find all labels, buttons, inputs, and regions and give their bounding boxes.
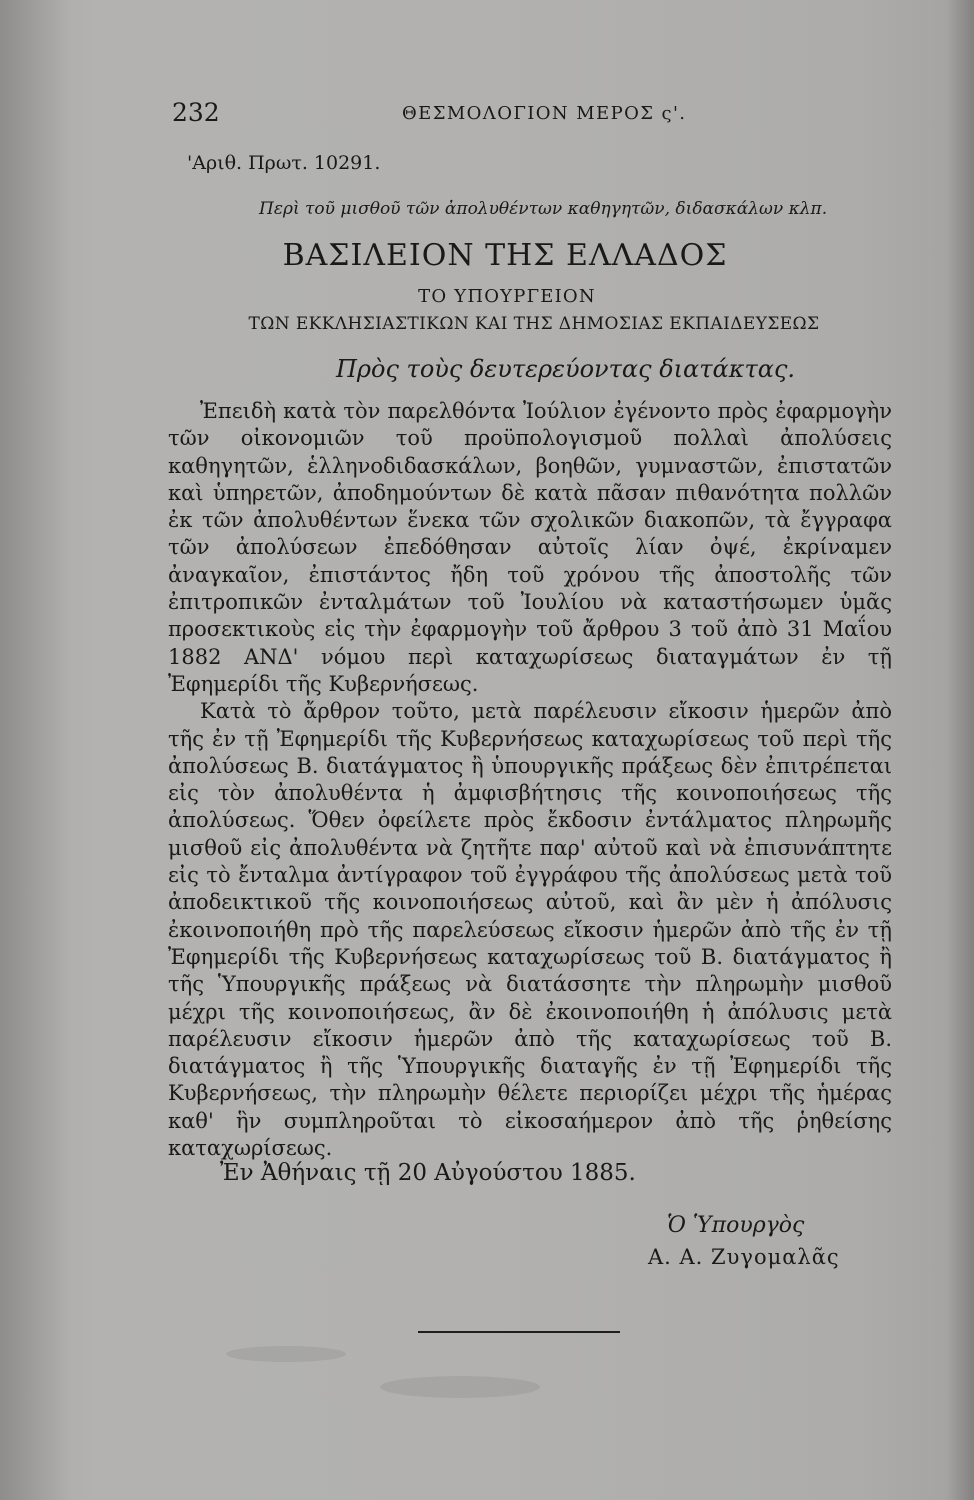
addressee-line: Πρὸς τοὺς δευτερεύοντας διατάκτας. — [336, 355, 796, 383]
paper-stain — [226, 1346, 346, 1362]
paragraph: Ἐπειδὴ κατὰ τὸν παρελθόντα Ἰούλιον ἐγένοντο πρὸς ἐφαρμογὴν τῶν οἰκονομιῶν τοῦ προϋπολογισμοῦ πολλαὶ ἀπολύσεις καθηγητῶν, ἑλληνοδιδασκάλων, βοηθῶν, γυμναστῶν, ἐπιστατῶν καὶ ὑπηρετῶν, ἀποδημούντων δὲ κατὰ πᾶσαν πιθανότητα πολλῶν ἐκ τῶν ἀπολυθέντων ἕνεκα τῶν σχολικῶν διακοπῶν, τὰ ἔγγραφα τῶν ἀπολύσεων ἐπεδόθησαν αὐτοῖς λίαν ὀψέ, ἐκρίναμεν ἀναγκαῖον, ἐπιστάντος ἤδη τοῦ χρόνου τῆς ἀποστολῆς τῶν ἐπιτροπικῶν ἐνταλμάτων τοῦ Ἰουλίου νὰ καταστήσωμεν ὑμᾶς προσεκτικοὺς εἰς τὴν ἐφαρμογὴν τοῦ ἄρθρου 3 τοῦ ἀπὸ 31 Μαΐου 1882 ΑΝΔ' νόμου περὶ καταχωρίσεως διαταγμάτων ἐν τῇ Ἐφημερίδι τῆς Κυβερνήσεως. — [168, 399, 892, 696]
ministry-heading-line2: ΤΩΝ ΕΚΚΛΗΣΙΑΣΤΙΚΩΝ ΚΑΙ ΤΗΣ ΔΗΜΟΣΙΑΣ ΕΚΠΑΙΔΕΥΣΕΩΣ — [248, 314, 820, 334]
ministry-heading-line1: ΤΟ ΥΠΟΥΡΓΕΙΟΝ — [418, 286, 596, 307]
kingdom-heading: ΒΑΣΙΛΕΙΟΝ ΤΗΣ ΕΛΛΑΔΟΣ — [282, 238, 728, 273]
paragraph: Κατὰ τὸ ἄρθρον τοῦτο, μετὰ παρέλευσιν εἴκοσιν ἡμερῶν ἀπὸ τῆς ἐν τῇ Ἐφημερίδι τῆς Κυβερνήσεως καταχωρίσεως τοῦ περὶ τῆς ἀπολύσεως Β. διατάγματος ἢ ὑπουργικῆς πράξεως δὲν ἐπιτρέπεται εἰς τὸν ἀπολυθέντα ἡ ἀμφισβήτησις τῆς κοινοποιήσεως τῆς ἀπολύσεως. Ὅθεν ὀφείλετε πρὸς ἔκδοσιν ἐντάλματος πληρωμῆς μισθοῦ εἰς ἀπολυθέντα νὰ ζητῆτε παρ' αὐτοῦ καὶ νὰ ἐπισυνάπτητε εἰς τὸ ἔνταλμα ἀντίγραφον τοῦ ἐγγράφου τῆς ἀπολύσεως μετὰ τοῦ ἀποδεικτικοῦ τῆς κοινοποιήσεως αὐτοῦ, καὶ ἂν μὲν ἡ ἀπόλυσις ἐκοινοποιήθη πρὸ τῆς παρελεύσεως εἴκοσιν ἡμερῶν ἀπὸ τῆς ἐν τῇ Ἐφημερίδι τῆς Κυβερνήσεως καταχωρίσεως τοῦ Β. διατάγματος ἢ τῆς Ὑπουργικῆς πράξεως νὰ διατάσσητε τὴν πληρωμὴν μισθοῦ μέχρι τῆς κοινοποιήσεως, ἂν δὲ ἐκοινοποιήθη ἡ ἀπόλυσις μετὰ παρέλευσιν εἴκοσιν ἡμερῶν ἀπὸ τῆς καταχωρίσεως τοῦ Β. διατάγματος ἢ τῆς Ὑπουργικῆς διαταγῆς ἐν τῇ Ἐφημερίδι τῆς Κυβερνήσεως, τὴν πληρωμὴν θέλετε περιορίζει μέχρι τῆς ἡμέρας καθ' ἣν συμπληροῦται τὸ εἰκοσαήμερον ἀπὸ τῆς ῥηθείσης καταχωρίσεως. — [168, 699, 892, 1161]
circular-body — [168, 398, 892, 1162]
page-edge-shadow — [946, 0, 974, 1500]
signatory-title: Ὁ Ὑπουργὸς — [667, 1213, 805, 1238]
signatory-name: Α. Α. Ζυγομαλᾶς — [648, 1245, 840, 1269]
page-number: 232 — [172, 98, 220, 127]
paper-stain — [380, 1376, 540, 1398]
document-subject: Περὶ τοῦ μισθοῦ τῶν ἀπολυθέντων καθηγητῶν, διδασκάλων κλπ. — [259, 199, 828, 219]
gutter-shadow — [0, 0, 70, 1500]
date-line: Ἐν Ἀθήναις τῇ 20 Αὐγούστου 1885. — [220, 1160, 636, 1186]
protocol-number: 'Αριθ. Πρωτ. 10291. — [187, 152, 381, 174]
closing-rule — [418, 1331, 620, 1333]
running-head: ΘΕΣΜΟΛΟΓΙΟΝ ΜΕΡΟΣ ς'. — [402, 103, 687, 124]
